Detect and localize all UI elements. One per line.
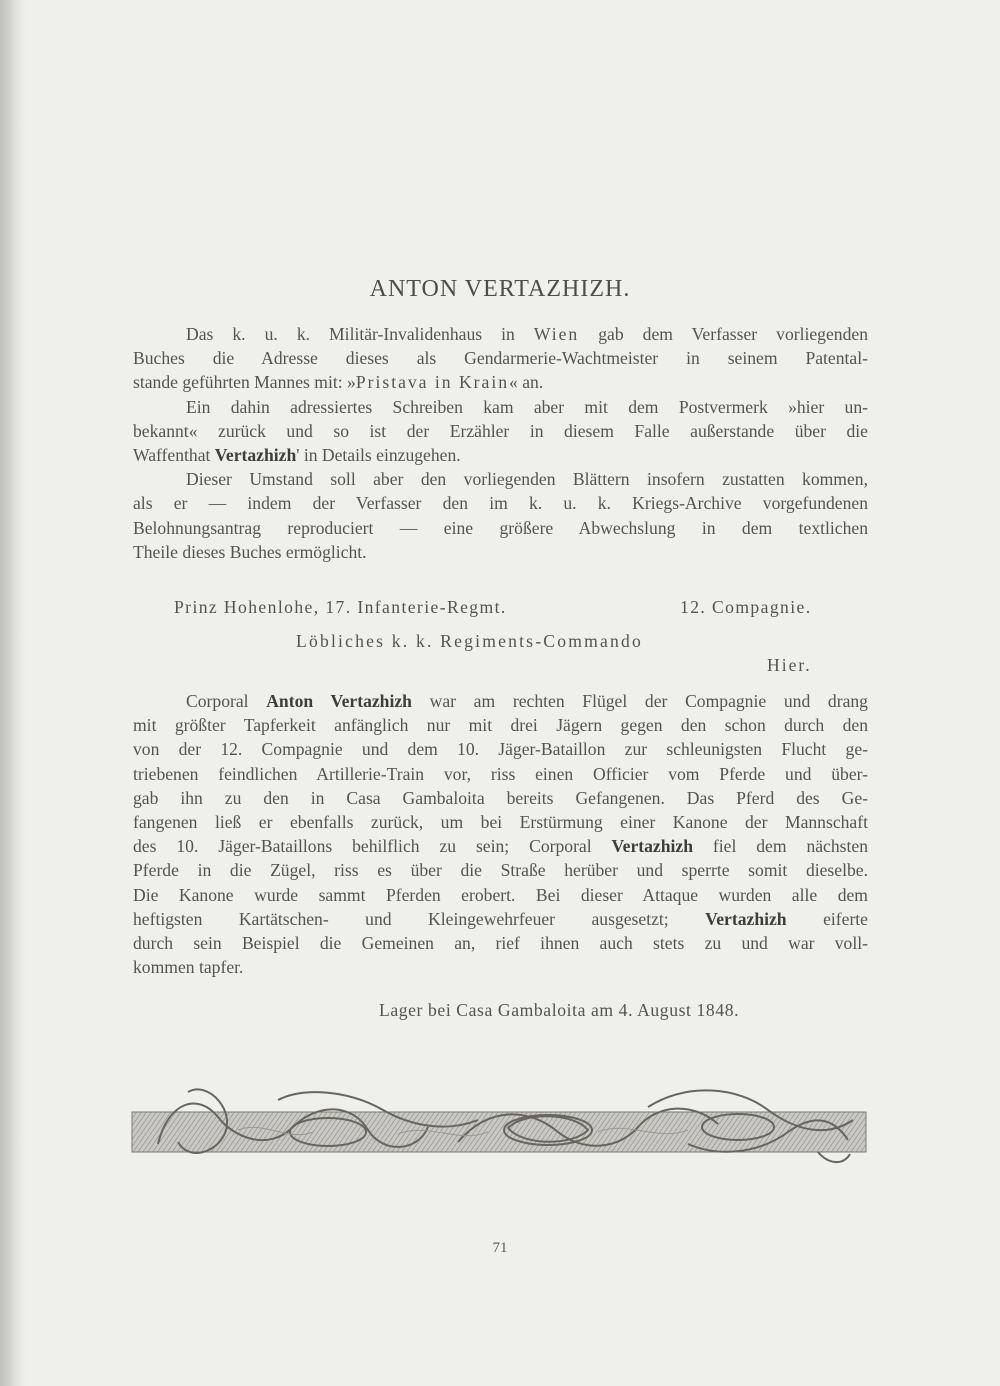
page-number: 71 — [492, 1240, 508, 1256]
chapter-title: ANTON VERTAZHIZH. — [369, 276, 631, 302]
text-line: Waffenthat Vertazhizh' in Details einzugehen. — [133, 444, 461, 465]
text-line: mit größter Tapferkeit anfänglich nur mit drei Jägern gegen den schon durch den — [133, 715, 868, 736]
decorative-ornament-band — [128, 1082, 870, 1172]
text-line: heftigsten Kartätschen- und Kleingewehrfeuer ausgesetzt; Vertazhizh eiferte — [133, 908, 868, 929]
text-line: fangenen ließ er ebenfalls zurück, um bei Erstürmung einer Kanone der Mannschaft — [133, 811, 868, 832]
letter-place: Hier. — [767, 655, 812, 675]
text-line: als er — indem der Verfasser den im k. u. k. Kriegs-Archive vorgefundenen — [133, 493, 868, 514]
text-line: von der 12. Compagnie und dem 10. Jäger-Bataillon zur schleunigsten Flucht ge- — [133, 739, 868, 760]
text-line: triebenen feindlichen Artillerie-Train vor, riss einen Officier vom Pferde und über- — [133, 763, 868, 784]
report-text — [133, 689, 868, 979]
letter-addressee: Löbliches k. k. Regiments-Commando — [296, 631, 643, 651]
letter-company: 12. Compagnie. — [680, 597, 812, 617]
text-line: Ein dahin adressiertes Schreiben kam aber mit dem Postvermerk »hier un- — [186, 396, 868, 417]
text-line: kommen tapfer. — [133, 957, 244, 978]
text-line: des 10. Jäger-Bataillons behilflich zu sein; Corporal Vertazhizh fiel dem nächsten — [133, 836, 868, 857]
text-line: stande geführten Mannes mit: »Pristava in Krain« an. — [133, 372, 544, 393]
report-signoff: Lager bei Casa Gambaloita am 4. August 1848. — [379, 1000, 740, 1020]
text-line: bekannt« zurück und so ist der Erzähler in diesem Falle außerstande über die — [133, 420, 868, 441]
text-line: Die Kanone wurde sammt Pferden erobert. Bei dieser Attaque wurden alle dem — [133, 884, 868, 905]
text-line: Theile dieses Buches ermöglicht. — [133, 541, 367, 562]
intro-text — [133, 322, 868, 564]
text-line: Buches die Adresse dieses als Gendarmerie-Wachtmeister in seinem Patental- — [133, 348, 868, 369]
text-line: Dieser Umstand soll aber den vorliegenden Blättern insofern zustatten kommen, — [186, 469, 868, 490]
letter-regiment: Prinz Hohenlohe, 17. Infanterie-Regmt. — [174, 597, 507, 617]
text-line: Belohnungsantrag reproduciert — eine größere Abwechslung in dem textlichen — [133, 517, 868, 538]
page-gutter-shadow — [0, 0, 22, 1386]
text-line: gab ihn zu den in Casa Gambaloita bereits Gefangenen. Das Pferd des Ge- — [133, 787, 868, 808]
text-line: durch sein Beispiel die Gemeinen an, rief ihnen auch stets zu und war voll- — [133, 932, 868, 953]
text-line: Pferde in die Zügel, riss es über die Straße herüber und sperrte somit dieselbe. — [133, 860, 868, 881]
text-line: Das k. u. k. Militär-Invalidenhaus in Wien gab dem Verfasser vorliegenden — [186, 324, 868, 344]
text-line: Corporal Anton Vertazhizh war am rechten Flügel der Compagnie und drang — [186, 691, 868, 711]
